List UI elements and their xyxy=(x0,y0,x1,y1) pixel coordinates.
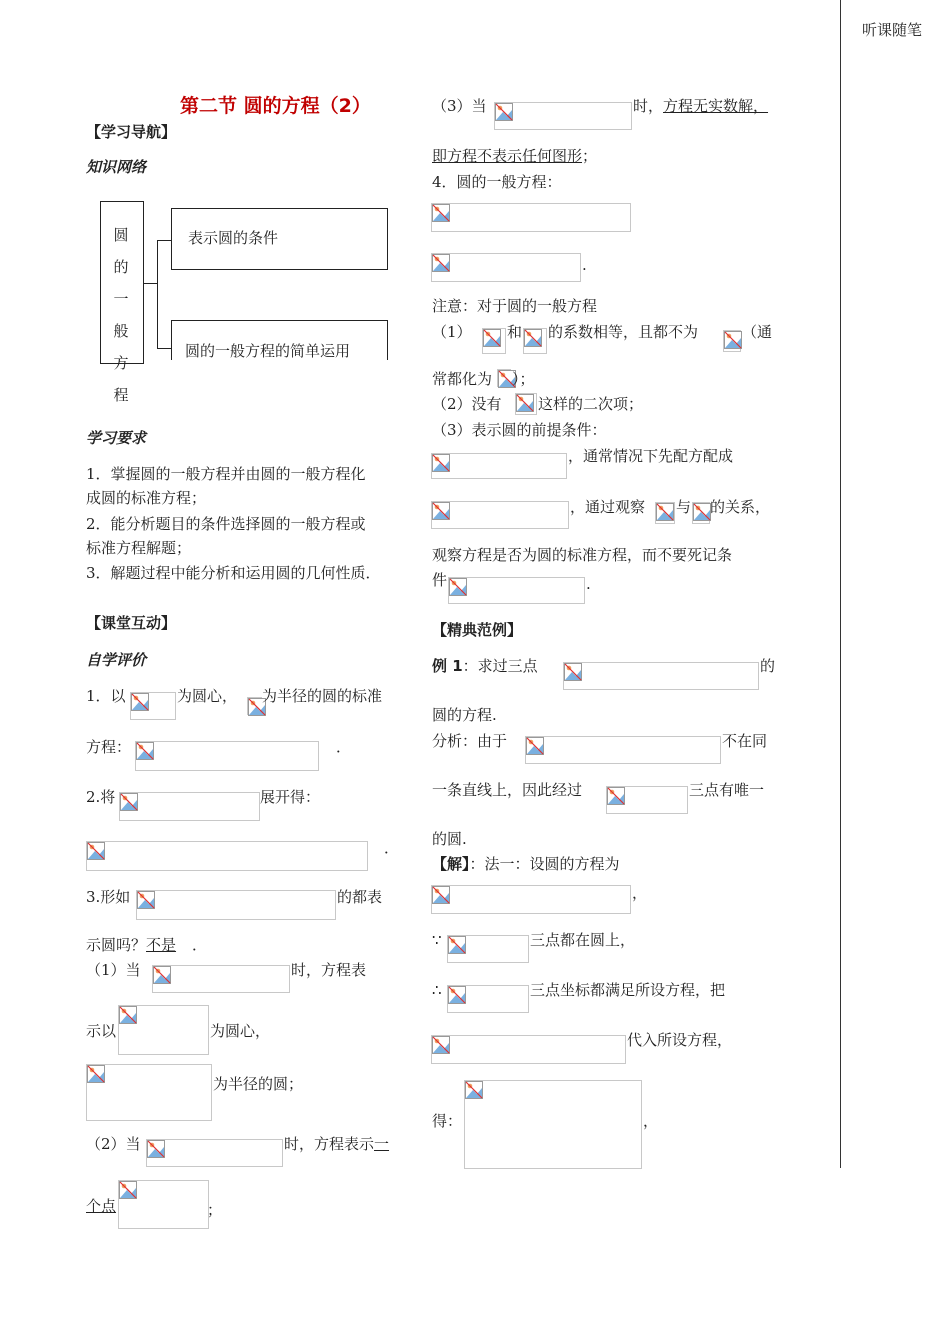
q3-text-a: 3.形如 xyxy=(86,888,131,906)
broken-image-icon xyxy=(693,503,711,521)
broken-image-icon xyxy=(432,454,450,472)
s1-text-b: 时，方程表 xyxy=(291,961,367,979)
formula-image xyxy=(655,502,675,524)
s2-text-a: （2）当 xyxy=(86,1135,141,1153)
q1-text-a: 1．以 xyxy=(86,687,126,705)
formula-image xyxy=(86,1064,212,1121)
q2-text-c: ． xyxy=(384,839,400,857)
analysis-b: 不在同 xyxy=(722,732,768,750)
solution-line: 【解】：法一：设圆的方程为 xyxy=(432,855,620,873)
margin-divider xyxy=(840,0,841,1168)
broken-image-icon xyxy=(147,1140,165,1158)
margin-notes-label: 听课随笔 xyxy=(862,21,923,39)
comma: ， xyxy=(643,1112,659,1130)
s3-text-a: （3）当 xyxy=(432,97,487,115)
formula-image xyxy=(136,890,336,920)
formula-image xyxy=(152,965,290,993)
formula-image xyxy=(525,736,721,764)
s2-line1: 时，方程表示一 xyxy=(284,1135,390,1153)
note-1-tong: （通 xyxy=(742,323,773,341)
q1-text-e: ． xyxy=(336,738,352,756)
broken-image-icon xyxy=(432,204,450,222)
formula-image xyxy=(482,328,506,354)
formula-image xyxy=(130,692,176,720)
s3-line2: 即方程不表示任何图形； xyxy=(432,147,598,165)
s2-line2: 个点 xyxy=(86,1197,117,1215)
formula-image xyxy=(431,885,631,914)
s2-text-e: ； xyxy=(207,1201,223,1219)
broken-image-icon xyxy=(120,793,138,811)
broken-image-icon xyxy=(524,329,542,347)
broken-image-icon xyxy=(432,886,450,904)
formula-image xyxy=(431,253,581,282)
broken-image-icon xyxy=(724,331,742,349)
requirement-1: 1．掌握圆的一般方程并由圆的一般方程化 xyxy=(86,465,366,483)
requirement-3: 3．解题过程中能分析和运用圆的几何性质． xyxy=(86,564,381,582)
broken-image-icon xyxy=(465,1081,483,1099)
period: . xyxy=(586,575,591,593)
examples-heading: 【精典范例】 xyxy=(432,621,523,639)
broken-image-icon xyxy=(153,966,171,984)
knowledge-net-heading: 知识网络 xyxy=(86,158,147,176)
note-3-text-b: ，通常情况下先配方配成 xyxy=(568,447,734,465)
broken-image-icon xyxy=(448,936,466,954)
example-1-de: 的 xyxy=(760,657,776,675)
note-3-text-g: 件 xyxy=(432,571,448,589)
because-symbol: ∵ xyxy=(432,931,442,949)
q1-text-d: 方程： xyxy=(86,738,132,756)
formula-image xyxy=(464,1080,642,1169)
formula-image xyxy=(431,203,631,232)
note-3-and: 与 xyxy=(676,498,692,516)
s1-text-e: 为半径的圆； xyxy=(213,1075,304,1093)
diagram-box-application-label: 圆的一般方程的简单运用 xyxy=(185,342,351,360)
because-text: 三点都在圆上， xyxy=(530,931,636,949)
formula-image xyxy=(247,697,262,715)
q2-text-a: 2.将 xyxy=(86,788,116,806)
broken-image-icon xyxy=(136,742,154,760)
note-3-label: （3）表示圆的前提条件： xyxy=(432,421,607,439)
page-title: 第二节 圆的方程（2） xyxy=(180,95,371,117)
formula-image xyxy=(118,1005,209,1055)
formula-image xyxy=(146,1139,283,1167)
broken-image-icon xyxy=(526,737,544,755)
formula-image xyxy=(447,935,529,963)
diagram-connector xyxy=(144,283,157,284)
analysis-a: 分析：由于 xyxy=(432,732,508,750)
broken-image-icon xyxy=(516,394,534,412)
formula-image xyxy=(119,792,260,821)
s1-text-d: 为圆心， xyxy=(210,1022,271,1040)
analysis-e: 的圆. xyxy=(432,830,467,848)
therefore-symbol: ∴ xyxy=(432,981,442,999)
broken-image-icon xyxy=(432,1036,450,1054)
broken-image-icon xyxy=(483,329,501,347)
note-1-and: 和 xyxy=(507,323,523,341)
requirement-2: 2．能分析题目的条件选择圆的一般方程或 xyxy=(86,515,366,533)
s3-line1: 时，方程无实数解， xyxy=(633,97,769,115)
requirement-2-cont: 标准方程解题； xyxy=(86,539,192,557)
diagram-bracket xyxy=(157,240,158,348)
q3-line2: 示圆吗？不是 ． xyxy=(86,936,208,954)
broken-image-icon xyxy=(432,254,450,272)
broken-image-icon xyxy=(131,693,149,711)
formula-image xyxy=(135,741,319,771)
note-1-cont: 常都化为 xyxy=(432,370,493,388)
formula-image xyxy=(447,985,529,1013)
analysis-c: 一条直线上，因此经过 xyxy=(432,781,583,799)
formula-image xyxy=(563,662,759,690)
note-3-text-e: 的关系， xyxy=(710,498,771,516)
formula-image xyxy=(448,577,585,604)
formula-image xyxy=(497,369,511,387)
self-evaluation-heading: 自学评价 xyxy=(86,651,147,669)
substitute-text: 代入所设方程， xyxy=(627,1031,733,1049)
note-heading: 注意：对于圆的一般方程 xyxy=(432,297,598,315)
broken-image-icon xyxy=(448,986,466,1004)
formula-image xyxy=(86,841,368,871)
therefore-text: 三点坐标都满足所设方程，把 xyxy=(530,981,726,999)
period: . xyxy=(582,256,587,274)
formula-image xyxy=(723,330,741,352)
note-1-text: 的系数相等，且都不为 xyxy=(548,323,699,341)
diagram-box-condition-label: 表示圆的条件 xyxy=(188,229,279,247)
broken-image-icon xyxy=(87,1065,105,1083)
formula-image xyxy=(515,393,537,415)
q2-text-b: 展开得： xyxy=(260,788,321,806)
s1-text-a: （1）当 xyxy=(86,961,141,979)
broken-image-icon xyxy=(564,663,582,681)
note-1-label: （1） xyxy=(432,323,472,341)
q1-text-b: 为圆心， xyxy=(177,687,238,705)
broken-image-icon xyxy=(607,787,625,805)
formula-image xyxy=(431,453,567,479)
diagram-vertical-text: 圆 的 一 般 方 程 xyxy=(113,226,129,404)
broken-image-icon xyxy=(119,1006,137,1024)
formula-image xyxy=(692,502,710,524)
q1-text-c: 为半径的圆的标准 xyxy=(262,687,383,705)
broken-image-icon xyxy=(432,502,450,520)
note-3-text-f: 观察方程是否为圆的标准方程，而不要死记条 xyxy=(432,546,733,564)
formula-image xyxy=(523,328,547,354)
general-equation-label: 4．圆的一般方程： xyxy=(432,173,562,191)
get-label: 得： xyxy=(432,1112,463,1130)
q3-text-b: 的都表 xyxy=(337,888,383,906)
example-1-line2: 圆的方程. xyxy=(432,706,497,724)
nav-heading: 【学习导航】 xyxy=(86,123,177,141)
formula-image xyxy=(494,102,632,130)
note-2-label: （2）没有 xyxy=(432,395,502,413)
class-interaction-heading: 【课堂互动】 xyxy=(86,614,177,632)
formula-image xyxy=(118,1180,209,1229)
formula-image xyxy=(606,786,688,814)
note-3-text-c: ，通过观察 xyxy=(570,498,646,516)
note-1-end: ）； xyxy=(512,370,535,388)
example-1-line1: 例 1：求过三点 xyxy=(432,657,538,675)
broken-image-icon xyxy=(137,891,155,909)
broken-image-icon xyxy=(119,1181,137,1199)
formula-image xyxy=(431,1035,626,1064)
formula-image xyxy=(431,501,569,529)
analysis-d: 三点有唯一 xyxy=(689,781,765,799)
s1-text-c: 示以 xyxy=(86,1022,117,1040)
broken-image-icon xyxy=(87,842,105,860)
broken-image-icon xyxy=(449,578,467,596)
requirement-1-cont: 成圆的标准方程； xyxy=(86,489,207,507)
requirements-heading: 学习要求 xyxy=(86,429,147,447)
broken-image-icon xyxy=(656,503,674,521)
broken-image-icon xyxy=(495,103,513,121)
comma: ， xyxy=(632,884,648,902)
note-2-text: 这样的二次项； xyxy=(538,395,644,413)
